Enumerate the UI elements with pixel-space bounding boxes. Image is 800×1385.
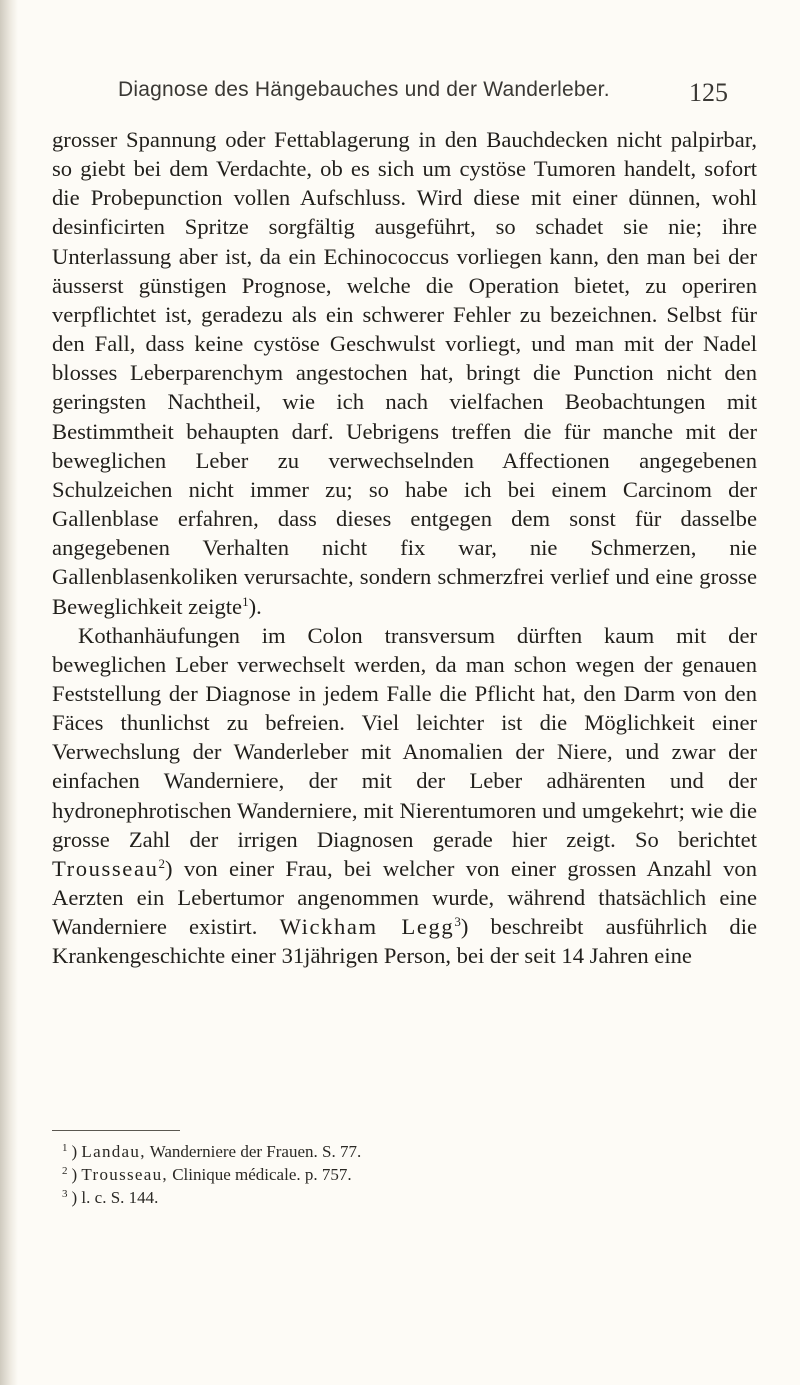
running-title: Diagnose des Hängebauches und der Wanderleber. xyxy=(118,78,610,101)
text-run: grosser Spannung oder Fettablagerung in den Bauchdecken nicht palpirbar, so giebt bei dem Verdachte, ob es sich um cystöse Tumoren handelt, sofort die Probepunction vollen Aufschluss. Wird diese mit einer dünnen, wohl desinficirten Spritze sorgfältig ausgeführt, so schadet sie nie; ihre Unterlassung aber ist, da ein Echinococcus vorliegen kann, den man bei der äusserst günstigen Prognose, welche die Operation bietet, zu operiren verpflichtet ist, geradezu als ein schwerer Fehler zu bezeichnen. Selbst für den Fall, dass keine cystöse Geschwulst vorliegt, und man mit der Nadel blosses Leberparenchym angestochen hat, bringt die Punction nicht den geringsten Nachtheil, wie ich nach vielfachen Beobachtungen mit Bestimmtheit behaupten darf. Uebrigens treffen die für manche mit der beweglichen Leber zu verwechselnden Affectionen angegebenen Schulzeichen nicht immer zu; so habe ich bei einem Carcinom der Gallenblase erfahren, dass dieses entgegen dem sonst für dasselbe angegebenen Verhalten nicht fix war, nie Schmerzen, nie Gallenblasenkoliken verursachte, sondern schmerzfrei verlief und eine grosse Beweglichkeit zeigte xyxy=(52,127,757,619)
running-header xyxy=(118,78,728,118)
cited-author: Wickham Legg xyxy=(279,914,455,940)
footnote-author: Trousseau, xyxy=(81,1165,168,1184)
body-text xyxy=(52,125,757,971)
footnote-text: Wanderniere der Frauen. S. 77. xyxy=(145,1142,362,1161)
text-run: ) beschreibt ausführlich die Krankengeschichte einer 31jährigen Person, bei der seit 14 Jahren eine xyxy=(52,914,757,969)
text-run: ). xyxy=(248,593,262,619)
footnote-text: Clinique médicale. p. 757. xyxy=(167,1165,352,1184)
page-gutter-shadow xyxy=(0,0,18,1385)
footnote-mark: 2 xyxy=(62,1165,68,1177)
footnote-mark: 1 xyxy=(62,1142,68,1154)
footnote-text: l. c. S. 144. xyxy=(81,1188,159,1207)
footnote-reference: 2 xyxy=(158,855,165,871)
text-run: ) von einer Frau, bei welcher von einer grossen Anzahl von Aerzten ein Lebertumor angenommen wurde, während thatsächlich eine Wanderniere existirt. xyxy=(52,855,757,940)
paragraph-1 xyxy=(52,125,757,621)
paragraph-2 xyxy=(52,621,757,971)
footnote-mark-paren: ) xyxy=(71,1142,82,1161)
footnote-mark-paren: ) xyxy=(71,1188,82,1207)
footnotes xyxy=(62,1140,752,1209)
page-number: 125 xyxy=(689,78,728,107)
footnote-reference: 1 xyxy=(242,593,249,609)
footnote-author: Landau, xyxy=(81,1142,146,1161)
footnote-reference: 3 xyxy=(454,914,461,930)
footnote-2 xyxy=(62,1163,752,1186)
cited-author: Trousseau xyxy=(52,855,159,881)
footnote-mark: 3 xyxy=(62,1188,68,1200)
text-run: Kothanhäufungen im Colon transversum dürften kaum mit der beweglichen Leber verwechselt werden, da man schon wegen der genauen Feststellung der Diagnose in jedem Falle die Pflicht hat, den Darm von den Fäces thunlichst zu befreien. Viel leichter ist die Möglichkeit einer Verwechslung der Wanderleber mit Anomalien der Niere, und zwar der einfachen Wanderniere, der mit der Leber adhärenten und der hydronephrotischen Wanderniere, mit Nierentumoren und umgekehrt; wie die grosse Zahl der irrigen Diagnosen gerade hier zeigt. So berichtet xyxy=(52,622,757,852)
footnote-divider xyxy=(52,1130,180,1131)
footnote-3 xyxy=(62,1186,752,1209)
footnote-mark-paren: ) xyxy=(71,1165,82,1184)
footnote-1 xyxy=(62,1140,752,1163)
